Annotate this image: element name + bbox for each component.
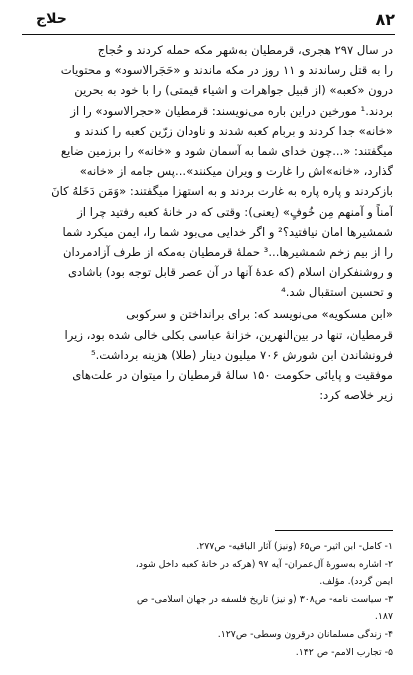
footnote-line: ۲- اشاره به‌سورهٔ آل‌عمران- آیه ۹۷ (هرکه در خانهٔ کعبه داخل شود، — [135, 558, 393, 570]
body-line: موفقیت و پایائی حکومت ۱۵۰ سالهٔ قرمطیان را میتوان در علت‌های — [72, 368, 393, 382]
body-line: در سال ۲۹۷ هجری، قرمطیان به‌شهر مکه حمله کردند و حُجاج — [97, 43, 393, 57]
footnote-line: ۱۸۷. — [374, 611, 393, 623]
body-line: درون «کعبه» (از قبیل جواهرات و اشیاء قیمتی) را با خود به بحرین — [74, 83, 393, 98]
body-line: فرونشاندن ابن شورش ۷۰۶ میلیون دینار (طلا) هزینه برداشت.⁵ — [90, 347, 393, 362]
body-line: قرمطیان، تنها در بین‌النهرین، خزانهٔ عباسی بکلی خالی شده بود، زیرا — [64, 327, 393, 342]
footnote-line: ۴- زندگی مسلمانان درقرون وسطی- ص۱۲۷. — [217, 628, 393, 640]
body-line: و تحسین استقبال شد.⁴ — [281, 285, 393, 300]
body-line: زیر خلاصه کرد: — [319, 388, 393, 403]
footnote-line: ایمن گردد). مؤلف. — [319, 576, 393, 588]
body-line: «ابن مسکویه» می‌نویسد که: برای برانداختن و سرکوبی — [126, 307, 393, 322]
body-line: بازکردند و پاره پاره به غارت بردند و به استهزا میگفتند: «وَمَن دَخَلهُ کانَ — [51, 184, 393, 199]
body-line: گذارد، «خانه»اش را غارت و ویران میکنند»...پس جامه از «خانه» — [79, 164, 393, 179]
body-line: را از بیم زخم شمشیرها...³ حملهٔ قرمطیان به‌مکه از طرف آزادمردان — [62, 244, 393, 259]
header-rule — [22, 34, 395, 35]
footnote-line: ۳- سیاست نامه- ص۳۰۸ (و نیز) تاریخ فلسفه در جهان اسلامی- ص — [136, 593, 393, 605]
footnote-line: ۵- تجارب الامم- ص ۱۴۲. — [295, 646, 393, 658]
body-line: «خانه» جدا کردند و بربام کعبه شدند و ناودان زرّین کعبه را کندند و — [75, 123, 393, 138]
footnotes — [24, 538, 393, 661]
page-number: ۸۲ — [375, 9, 395, 29]
body-line: بردند.¹ مورخین دراین باره می‌نویسند: قرمطیان «حجرالاسود» را از — [70, 103, 393, 118]
body-line: و روشنفکران اسلام (که عدهٔ آنها در آن عصر قابل توجه بود) با‌شادی — [67, 265, 393, 280]
body-line: شمشیرها امان نیافتید؟² و اگر خدایی می‌بود شما را، ایمن میکرد شما — [62, 224, 393, 239]
footnote-line: ۱- کامل- ابن اثیر- ص۶۵ (ونیز) آثار الباقیه- ص۲۷۷. — [196, 541, 393, 552]
footnote-separator — [275, 530, 393, 531]
body-line: میگفتند: «...چون خدای شما به آسمان شود و «خانه» را برزمین ضایع — [60, 143, 393, 158]
body-text — [24, 40, 393, 405]
body-line: را به قتل رساندند و ۱۱ روز در مکه ماندند و «حَجَرالاسود» و محتویات — [60, 63, 393, 78]
page-header — [22, 4, 395, 34]
running-title: حلاج — [36, 11, 67, 27]
body-line: آمناً و آمنهم مِن خُوفٍ» (یعنی): وقتی که در خانهٔ کعبه رفتید چرا از — [77, 204, 393, 219]
